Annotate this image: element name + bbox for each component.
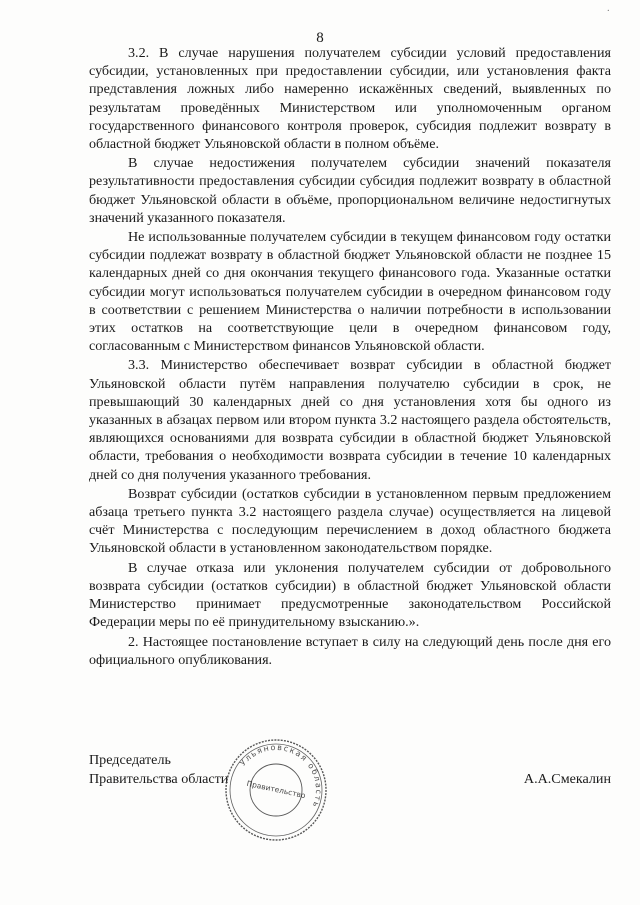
- signatory-title-line2: Правительства области: [89, 771, 229, 787]
- signature-block: [89, 751, 611, 789]
- stamp-center-text: Правительство: [245, 778, 307, 801]
- signatory-title-line1: Председатель: [89, 752, 171, 768]
- paragraph-3-3: 3.3. Министерство обеспечивает возврат субсидии в областной бюджет Ульяновской области путём направления получателю субсидии в срок, не превышающий 30 календарных дней со дня установления хотя бы одного из указанных в абзацах первом или втором пункта 3.2 настоящего раздела обстоятельств, являющихся основаниями для возврата субсидии в областной бюджет Ульяновской области, требования о необходимости возврата субсидии в течение 10 календарных дней со дня получения указанного требования.: [89, 357, 611, 483]
- paragraph-shortfall: В случае недостижения получателем субсидии значений показателя результативности предоставления субсидии субсидия подлежит возврату в областной бюджет Ульяновской области в объёме, пропорциональном величине недостигнутых значений указанного показателя.: [89, 155, 611, 226]
- paragraph-effective-date: 2. Настоящее постановление вступает в силу на следующий день после дня его официального опубликования.: [89, 633, 611, 668]
- page-number: 8: [316, 30, 324, 46]
- paragraph-refusal: В случае отказа или уклонения получателем субсидии от добровольного возврата субсидии (остатков субсидии) в областной бюджет Ульяновской области Министерство принимает предусмотренные законодательством Российской Федерации меры по её принудительному взысканию.».: [89, 559, 611, 631]
- official-seal-stamp: [221, 735, 331, 845]
- paragraph-unused-balance: Не использованные получателем субсидии в текущем финансовом году остатки субсидии подлежат возврату в областной бюджет Ульяновской области не позднее 15 календарных дней со дня окончания текущего финансового года. Указанные остатки субсидии могут использоваться получателем субсидии в очередном финансовом году в соответствии с решением Министерства о наличии потребности в использовании этих остатков на соответствующие цели в очередном финансовом году, согласованным с Министерством финансов Ульяновской области.: [89, 229, 611, 355]
- scan-mark: ·: [606, 6, 610, 17]
- paragraph-3-2: 3.2. В случае нарушения получателем субсидии условий предоставления субсидии, установленных при предоставлении субсидии, или установления факта представления ложных либо намеренно искажённых сведений, выявленных по результатам проведённых Министерством или уполномоченным органом государственного финансового контроля проверок, субсидия подлежит возврату в областной бюджет Ульяновской области в полном объёме.: [89, 45, 611, 153]
- signatory-name: А.А.Смекалин: [523, 771, 611, 787]
- document-body: [89, 44, 611, 670]
- stamp-ring-text: Ульяновская область: [238, 742, 324, 810]
- paragraph-refund-account: Возврат субсидии (остатков субсидии в установленном первым предложением абзаца третьего пункта 3.2 настоящего раздела случае) осуществляется на лицевой счёт Министерства с последующим перечислением в доход областного бюджета Ульяновской области в установленном законодательством порядке.: [89, 485, 611, 557]
